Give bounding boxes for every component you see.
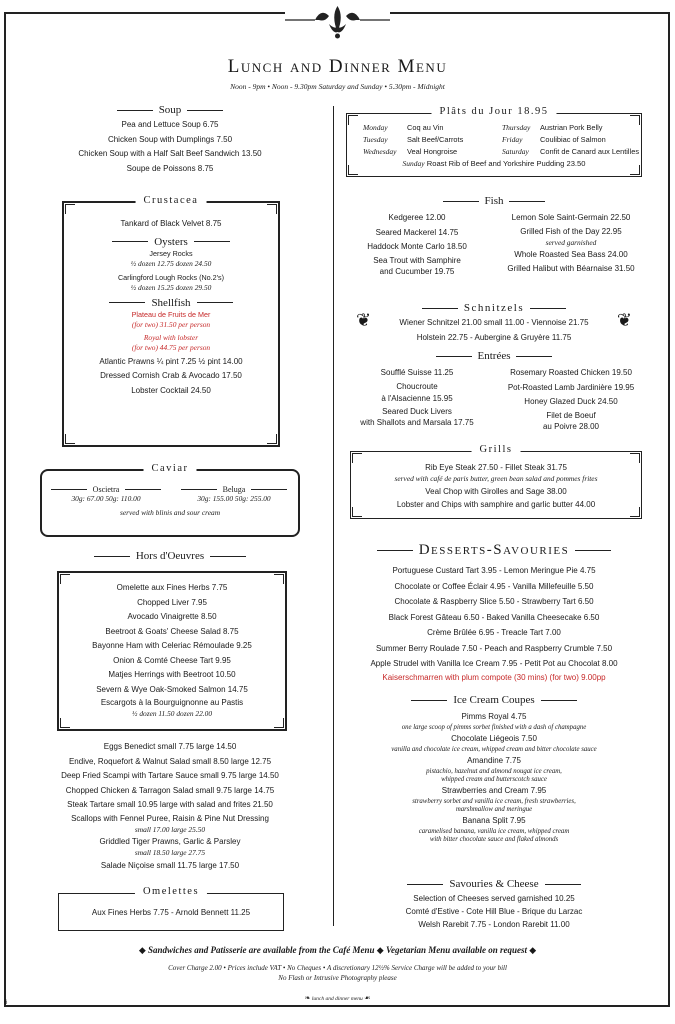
menu-item: Banana Split 7.95 — [462, 816, 526, 825]
corner-ornament-icon — [346, 165, 358, 177]
menu-item: Dressed Cornish Crab & Avocado 17.50 — [100, 371, 242, 381]
soup-heading: Soup — [117, 104, 224, 116]
mains-list — [20, 740, 320, 874]
dish: Veal Hongroise — [407, 147, 458, 156]
menu-item: Honey Glazed Duck 24.50 — [524, 397, 618, 407]
ice-cream-heading: Ice Cream Coupes — [411, 694, 576, 706]
menu-item-note: with bitter chocolate sauce and flaked almonds — [429, 836, 559, 843]
menu-item: Griddled Tiger Prawns, Garlic & Parsley — [99, 836, 241, 846]
corner-ornament-icon — [630, 113, 642, 125]
day-label: Monday — [363, 123, 388, 132]
shellfish-heading: Shellfish — [109, 297, 232, 309]
menu-item: Chopped Chicken & Tarragon Salad small 9.75 large 14.75 — [65, 785, 275, 795]
menu-item: Soupe de Poissons 8.75 — [126, 163, 214, 173]
menu-item-price: ½ dozen 12.75 dozen 24.50 — [130, 258, 212, 268]
menu-item-price: (for two) 31.50 per person — [131, 319, 211, 329]
day-label: Wednesday — [363, 147, 397, 156]
menu-item: Endive, Roquefort & Walnut Salad small 8.50 large 12.75 — [68, 756, 272, 766]
menu-item: Aux Fines Herbs 7.75 - Arnold Bennett 11.25 — [91, 908, 251, 917]
menu-item: with Shallots and Marsala 17.75 — [360, 417, 474, 427]
corner-ornament-icon — [630, 451, 642, 463]
menu-item: Welsh Rarebit 7.75 - London Rarebit 11.00 — [418, 920, 570, 929]
menu-item: and Cucumber 19.75 — [379, 266, 455, 276]
scroll-ornament-icon: ❦ — [616, 310, 632, 331]
dish: Coulibiac of Salmon — [540, 135, 606, 144]
grills-box — [350, 444, 642, 519]
page-number: 6 — [4, 1000, 8, 1006]
footer-notice — [0, 945, 675, 956]
menu-tag: lunch and dinner menu — [311, 996, 363, 1002]
dish: Coq au Vin — [407, 123, 444, 132]
menu-item: Bayonne Ham with Celeriac Rémoulade 9.25 — [92, 641, 252, 650]
menu-item: Scallops with Fennel Puree, Raisin & Pine Nut Dressing — [71, 813, 269, 823]
entrees-heading: Entrées — [340, 350, 648, 362]
dish: Confit de Canard aux Lentilles — [540, 147, 640, 156]
menu-item: Grilled Fish of the Day 22.95 — [520, 226, 622, 236]
opening-hours: Noon - 9pm • Noon - 9.30pm Saturday and Sunday • 5.30pm - Midnight — [230, 82, 445, 91]
scroll-ornament-icon: ❧ — [304, 994, 311, 1002]
caviar-note: served with blinis and sour cream — [119, 508, 221, 517]
menu-item: Pot-Roasted Lamb Jardinière 19.95 — [507, 382, 635, 392]
menu-item: Royal with lobster — [143, 332, 199, 342]
diamond-ornament-icon: ◆ — [529, 946, 537, 956]
day-label: Sunday — [402, 159, 425, 168]
corner-ornament-icon — [630, 507, 642, 519]
soup-section — [20, 104, 320, 176]
corner-ornament-icon — [274, 718, 286, 730]
day-label: Thursday — [502, 123, 531, 132]
beluga-prices: 30g: 155.00 50g: 255.00 — [197, 494, 271, 503]
menu-item: Crème Brûlée 6.95 - Treacle Tart 7.00 — [427, 628, 561, 637]
day-label: Friday — [502, 135, 523, 144]
hors-doeuvres-heading: Hors d'Oeuvres — [94, 550, 246, 562]
oscietra-prices: 30g: 67.00 50g: 110.00 — [71, 494, 141, 503]
menu-item: Lobster and Chips with samphire and garlic butter 44.00 — [396, 500, 596, 509]
fish-heading: Fish — [340, 195, 648, 207]
oscietra-label: Oscietra — [51, 485, 162, 494]
savouries-section — [340, 878, 648, 931]
corner-ornament-icon — [58, 718, 70, 730]
menu-item: Atlantic Prawns ¼ pint 7.25 ½ pint 14.00 — [99, 356, 243, 366]
menu-item: Wiener Schnitzel 21.00 small 11.00 - Viennoise 21.75 — [399, 318, 589, 327]
scroll-ornament-icon: ❦ — [356, 310, 372, 331]
cafe-menu-note: Sandwiches and Patisserie are available from the Café Menu — [148, 945, 375, 955]
menu-item: Salade Niçoise small 11.75 large 17.50 — [100, 860, 240, 870]
menu-item: Filet de Boeuf — [546, 410, 596, 420]
menu-item: Veal Chop with Girolles and Sage 38.00 — [425, 487, 567, 496]
dish: Roast Rib of Beef and Yorkshire Pudding 23.50 — [426, 159, 586, 168]
menu-item: Matjes Herrings with Beetroot 10.50 — [108, 670, 236, 679]
menu-item-price: (for two) 44.75 per person — [131, 342, 211, 352]
schnitzels-box — [356, 302, 632, 346]
dish: Austrian Pork Belly — [540, 123, 603, 132]
menu-item: au Poivre 28.00 — [542, 421, 600, 431]
menu-item: Whole Roasted Sea Bass 24.00 — [514, 249, 628, 259]
menu-item: Plateau de Fruits de Mer — [131, 309, 211, 319]
menu-item: Choucroute — [396, 381, 438, 391]
menu-item: Carlingford Lough Rocks (No.2's) — [117, 272, 225, 282]
menu-item-price: small 17.00 large 25.50 — [134, 824, 206, 834]
corner-ornament-icon — [58, 572, 70, 584]
menu-item: Amandine 7.75 — [467, 756, 521, 765]
menu-item-note: vanilla and chocolate ice cream, whipped cream and bitter chocolate sauce — [391, 746, 597, 753]
menu-item: Black Forest Gâteau 6.50 - Baked Vanilla Cheesecake 6.50 — [388, 612, 600, 622]
menu-item: Seared Duck Livers — [382, 406, 452, 416]
grills-heading: Grills — [472, 444, 521, 455]
menu-item: Rib Eye Steak 27.50 - Fillet Steak 31.75 — [425, 463, 567, 472]
menu-item: Escargots à la Bourguignonne au Pastis — [100, 698, 244, 707]
menu-item-note: pistachio, hazelnut and almond nougat ice cream, — [426, 768, 562, 775]
plats-du-jour-box — [346, 106, 642, 177]
footer-terms — [0, 963, 675, 983]
diamond-ornament-icon: ◆ — [376, 946, 384, 956]
hors-doeuvres-box — [57, 571, 287, 731]
menu-item: Rosemary Roasted Chicken 19.50 — [510, 368, 632, 377]
omelettes-box — [58, 886, 284, 931]
menu-item: Deep Fried Scampi with Tartare Sauce small 9.75 large 14.50 — [61, 771, 279, 781]
vegetarian-menu-note: Vegetarian Menu available on request — [385, 945, 527, 955]
menu-item-price: ½ dozen 11.50 dozen 22.00 — [131, 709, 213, 718]
menu-item: Eggs Benedict small 7.75 large 14.50 — [103, 742, 237, 751]
menu-item: Tankard of Black Velvet 8.75 — [120, 219, 222, 228]
corner-ornament-icon — [267, 202, 279, 214]
menu-item: Soufflé Suisse 11.25 — [380, 368, 454, 377]
menu-item-note: one large scoop of pimms sorbet finished with a dash of champagne — [401, 724, 587, 731]
menu-item: Kedgeree 12.00 — [388, 213, 446, 222]
fish-section — [340, 195, 648, 277]
menu-item: Beetroot & Goats' Cheese Salad 8.75 — [105, 626, 239, 636]
desserts-section — [340, 542, 648, 684]
schnitzels-heading: Schnitzels — [422, 302, 566, 314]
menu-item: Selection of Cheeses served garnished 10.25 — [413, 894, 575, 903]
corner-ornament-icon — [350, 451, 362, 463]
menu-item-note: served with café de paris butter, green bean salad and pommes frites — [394, 474, 598, 483]
menu-item: Chicken Soup with a Half Salt Beef Sandwich 13.50 — [78, 149, 262, 159]
menu-item-price: ½ dozen 15.25 dozen 29.50 — [130, 282, 212, 292]
corner-ornament-icon — [274, 572, 286, 584]
menu-item-price: small 18.50 large 27.75 — [134, 847, 206, 857]
menu-item-note: whipped cream and butterscotch sauce — [441, 776, 547, 783]
corner-ornament-icon — [350, 507, 362, 519]
entrees-section — [340, 350, 648, 432]
oysters-heading: Oysters — [112, 236, 230, 248]
crustacea-heading: Crustacea — [136, 195, 207, 206]
day-label: Tuesday — [363, 135, 388, 144]
menu-item: Jersey Rocks — [149, 248, 193, 258]
corner-ornament-icon — [63, 202, 75, 214]
menu-item: Chicken Soup with Dumplings 7.50 — [107, 134, 233, 144]
omelettes-heading: Omelettes — [135, 886, 207, 897]
menu-item: Avocado Vinaigrette 8.50 — [127, 612, 217, 621]
menu-item: Seared Mackerel 14.75 — [375, 227, 459, 237]
column-divider — [333, 106, 334, 926]
menu-item: Haddock Monte Carlo 18.50 — [367, 242, 467, 252]
menu-item: Grilled Halibut with Béarnaise 31.50 — [507, 264, 635, 274]
menu-item: Steak Tartare small 10.95 large with salad and frites 21.50 — [67, 800, 273, 810]
menu-item: Omelette aux Fines Herbs 7.75 — [116, 583, 228, 592]
menu-item: Chopped Liver 7.95 — [137, 597, 207, 607]
menu-item-note: strawberry sorbet and vanilla ice cream, fresh strawberries, — [412, 798, 576, 805]
menu-item: Chocolate or Coffee Éclair 4.95 - Vanilla Millefeuille 5.50 — [394, 581, 594, 591]
menu-item: Lemon Sole Saint-Germain 22.50 — [511, 213, 631, 222]
beluga-label: Beluga — [181, 485, 288, 494]
menu-item: Holstein 22.75 - Aubergine & Gruyère 11.75 — [416, 332, 572, 342]
menu-item: Apple Strudel with Vanilla Ice Cream 7.95 - Petit Pot au Chocolat 8.00 — [370, 659, 618, 668]
menu-item: Onion & Comté Cheese Tart 9.95 — [113, 655, 231, 665]
corner-ornament-icon — [267, 434, 279, 446]
menu-item: Comté d'Estive - Cote Hill Blue - Brique du Larzac — [405, 907, 583, 916]
day-label: Saturday — [502, 147, 529, 156]
savouries-heading: Savouries & Cheese — [407, 878, 580, 890]
hors-heading-wrap — [20, 550, 320, 562]
menu-item: Chocolate Liégeois 7.50 — [451, 734, 537, 743]
ice-cream-section — [340, 694, 648, 844]
corner-ornament-icon — [63, 434, 75, 446]
diamond-ornament-icon: ◆ — [138, 946, 146, 956]
fleur-de-lis-crest-icon — [285, 2, 390, 42]
photography-note: No Flash or Intrusive Photography please — [278, 974, 397, 982]
footer-tag — [0, 994, 675, 1002]
scroll-ornament-icon: ☙ — [364, 994, 371, 1002]
menu-item-note: caramelised banana, vanilla ice cream, whipped cream — [418, 828, 570, 835]
menu-item: Portuguese Custard Tart 3.95 - Lemon Meringue Pie 4.75 — [392, 566, 596, 575]
menu-item: Strawberries and Cream 7.95 — [441, 786, 547, 795]
caviar-box — [40, 463, 300, 537]
plats-du-jour-heading: Plâts du Jour 18.95 — [431, 106, 556, 117]
menu-item-note: marshmallow and meringue — [455, 806, 533, 813]
crustacea-box — [62, 195, 280, 447]
menu-item: Severn & Wye Oak-Smoked Salmon 14.75 — [96, 684, 248, 694]
desserts-heading: Desserts-Savouries — [377, 542, 612, 559]
cover-charge-note: Cover Charge 2.00 • Prices include VAT • No Cheques • A discretionary 12½% Service Charge will be added to your bill — [168, 964, 507, 972]
menu-item: Lobster Cocktail 24.50 — [131, 385, 211, 395]
menu-item-note: served garnished — [545, 237, 597, 247]
corner-ornament-icon — [630, 165, 642, 177]
menu-item: Summer Berry Roulade 7.50 - Peach and Raspberry Crumble 7.50 — [375, 643, 613, 653]
corner-ornament-icon — [346, 113, 358, 125]
menu-item: Pea and Lettuce Soup 6.75 — [121, 120, 219, 129]
menu-item: Kaiserschmarren with plum compote (30 mins) (for two) 9.00pp — [382, 672, 606, 682]
menu-item: Pimms Royal 4.75 — [461, 712, 527, 721]
menu-item: Sea Trout with Samphire — [373, 255, 461, 265]
page-title: Lunch and Dinner Menu — [227, 56, 448, 77]
dish: Salt Beef/Carrots — [407, 135, 464, 144]
caviar-heading: Caviar — [144, 463, 197, 474]
menu-item: Chocolate & Raspberry Slice 5.50 - Strawberry Tart 6.50 — [394, 597, 594, 606]
menu-item: à l'Alsacienne 15.95 — [381, 393, 453, 403]
